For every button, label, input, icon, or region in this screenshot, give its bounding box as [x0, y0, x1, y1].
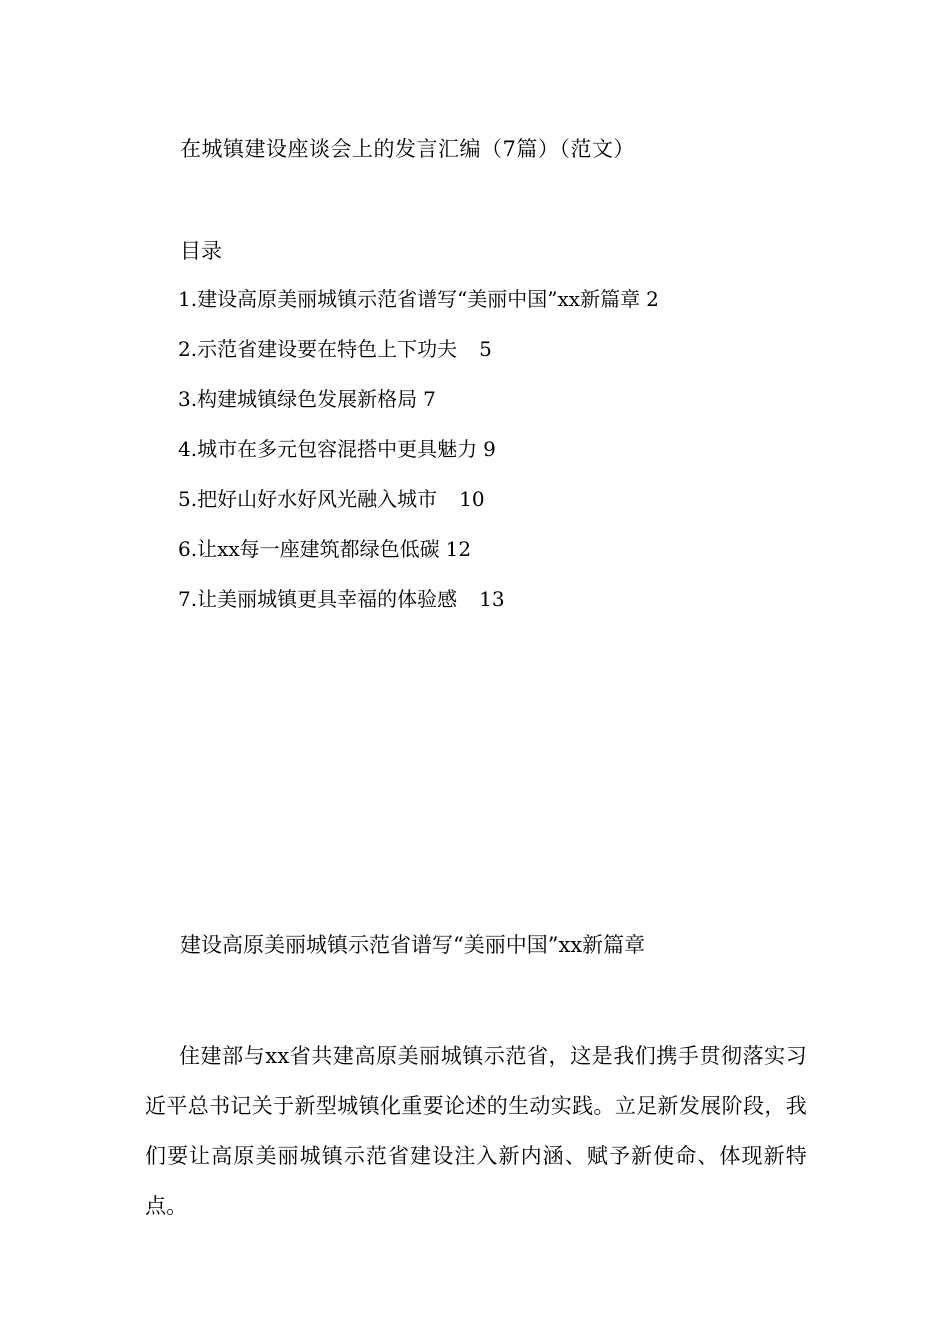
- toc-item[interactable]: [178, 384, 659, 434]
- toc-item-page: 5: [479, 337, 492, 361]
- toc-item-text: 6.让xx每一座建筑都绿色低碳: [178, 537, 440, 561]
- toc-item[interactable]: [178, 284, 659, 334]
- toc-item-text: 3.构建城镇绿色发展新格局: [178, 387, 418, 411]
- toc-item-page: 12: [445, 537, 472, 561]
- toc-item-text: 2.示范省建设要在特色上下功夫: [178, 337, 458, 361]
- toc-item-text: 1.建设高原美丽城镇示范省谱写“美丽中国”xx新篇章: [178, 287, 641, 311]
- toc-item-page: 7: [423, 387, 436, 411]
- table-of-contents: [178, 284, 659, 634]
- toc-item[interactable]: [178, 434, 659, 484]
- toc-item-page: 2: [646, 287, 659, 311]
- toc-item-page: 13: [479, 587, 505, 611]
- toc-item[interactable]: [178, 584, 659, 634]
- toc-item[interactable]: [178, 334, 659, 384]
- body-paragraph: 住建部与xx省共建高原美丽城镇示范省，这是我们携手贯彻落实习近平总书记关于新型城镇化重要论述的生动实践。立足新发展阶段，我们要让高原美丽城镇示范省建设注入新内涵、赋予新使命、体现新特点。: [145, 1044, 807, 1218]
- toc-item[interactable]: [178, 484, 659, 534]
- toc-item-page: 9: [483, 437, 496, 461]
- section-title: 建设高原美丽城镇示范省谱写“美丽中国”xx新篇章: [180, 933, 646, 957]
- toc-item[interactable]: [178, 534, 659, 584]
- toc-item-text: 4.城市在多元包容混搭中更具魅力: [178, 437, 478, 461]
- toc-item-text: 5.把好山好水好风光融入城市: [178, 487, 438, 511]
- toc-item-page: 10: [459, 487, 485, 511]
- toc-item-text: 7.让美丽城镇更具幸福的体验感: [178, 587, 458, 611]
- toc-heading: 目录: [180, 239, 222, 263]
- document-title: 在城镇建设座谈会上的发言汇编（7篇）（范文）: [180, 137, 635, 161]
